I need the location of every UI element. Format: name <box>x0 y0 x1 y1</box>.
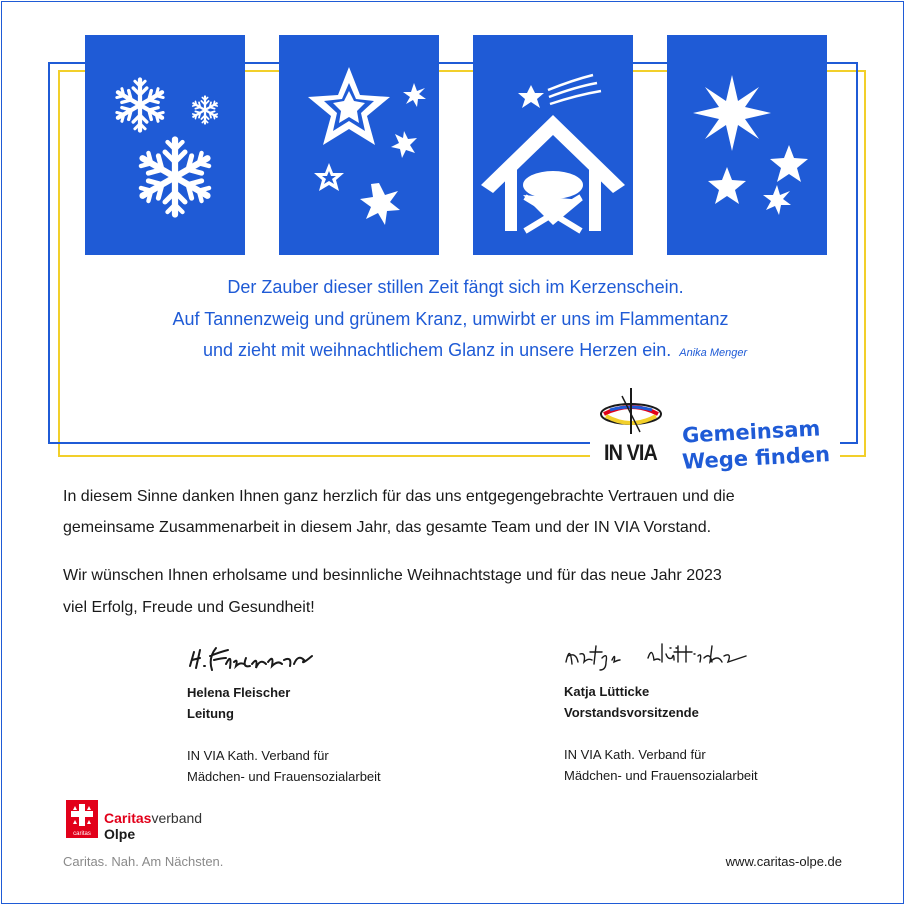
caritas-brand-red: Caritas <box>104 810 152 826</box>
slogan-line-1: Gemeinsam <box>681 416 821 448</box>
stars-icon <box>279 35 439 255</box>
caritas-logo <box>66 800 98 838</box>
invia-name: IN VIA <box>604 440 657 465</box>
poem-line-3 <box>203 340 747 361</box>
paragraph-wishes-line-1: Wir wünschen Ihnen erholsame und besinnliche Weihnachtstage und für das neue Jahr 2023 <box>63 567 722 584</box>
poem-line-2: Auf Tannenzweig und grünem Kranz, umwirbt er uns im Flammentanz <box>172 309 729 329</box>
caritas-brand <box>104 810 202 842</box>
signatory-1 <box>187 682 381 787</box>
signatory-1-org-line-1: IN VIA Kath. Verband für <box>187 748 329 763</box>
signatory-1-role: Leitung <box>187 706 234 721</box>
signature-fleischer <box>186 640 316 676</box>
caritas-city: Olpe <box>104 826 136 842</box>
caritas-tagline: Caritas. Nah. Am Nächsten. <box>63 854 224 869</box>
paragraph-wishes-line-2: viel Erfolg, Freude und Gesundheit! <box>63 599 315 616</box>
sparkle-stars-icon <box>667 35 827 255</box>
tile-sparkle-stars <box>667 35 827 255</box>
snowflakes-icon <box>85 35 245 255</box>
signatory-2 <box>564 681 758 786</box>
caritas-brand-rest: verband <box>151 810 203 826</box>
poem-line-3-text: und zieht mit weihnachtlichem Glanz in unsere Herzen ein. <box>203 340 672 360</box>
signatory-2-org-line-2: Mädchen- und Frauensozialarbeit <box>564 768 758 783</box>
signatory-2-org-line-1: IN VIA Kath. Verband für <box>564 747 706 762</box>
caritas-logo-text: caritas <box>73 831 91 837</box>
tile-snowflakes <box>85 35 245 255</box>
invia-logo <box>590 380 840 474</box>
signatory-2-role: Vorstandsvorsitzende <box>564 705 699 720</box>
tile-nativity <box>473 35 633 255</box>
poem-author: Anika Menger <box>679 347 748 359</box>
nativity-stable-icon <box>473 35 633 255</box>
signatory-1-name: Helena Fleischer <box>187 685 291 700</box>
signature-luetticke <box>562 638 752 674</box>
signatory-1-org-line-2: Mädchen- und Frauensozialarbeit <box>187 769 381 784</box>
paragraph-thanks-line-2: gemeinsame Zusammenarbeit in diesem Jahr, das gesamte Team und der IN VIA Vorstand. <box>63 519 712 536</box>
paragraph-thanks-line-1: In diesem Sinne danken Ihnen ganz herzlich für das uns entgegengebrachte Vertrauen und die <box>63 488 735 505</box>
website-link[interactable]: www.caritas-olpe.de <box>725 854 842 869</box>
tile-stars <box>279 35 439 255</box>
signatory-2-name: Katja Lütticke <box>564 684 650 699</box>
invia-globe-icon <box>596 386 666 438</box>
poem-line-1: Der Zauber dieser stillen Zeit fängt sich im Kerzenschein. <box>227 277 684 297</box>
caritas-flame-cross-icon <box>66 800 98 838</box>
slogan-line-2: Wege finden <box>681 442 831 474</box>
